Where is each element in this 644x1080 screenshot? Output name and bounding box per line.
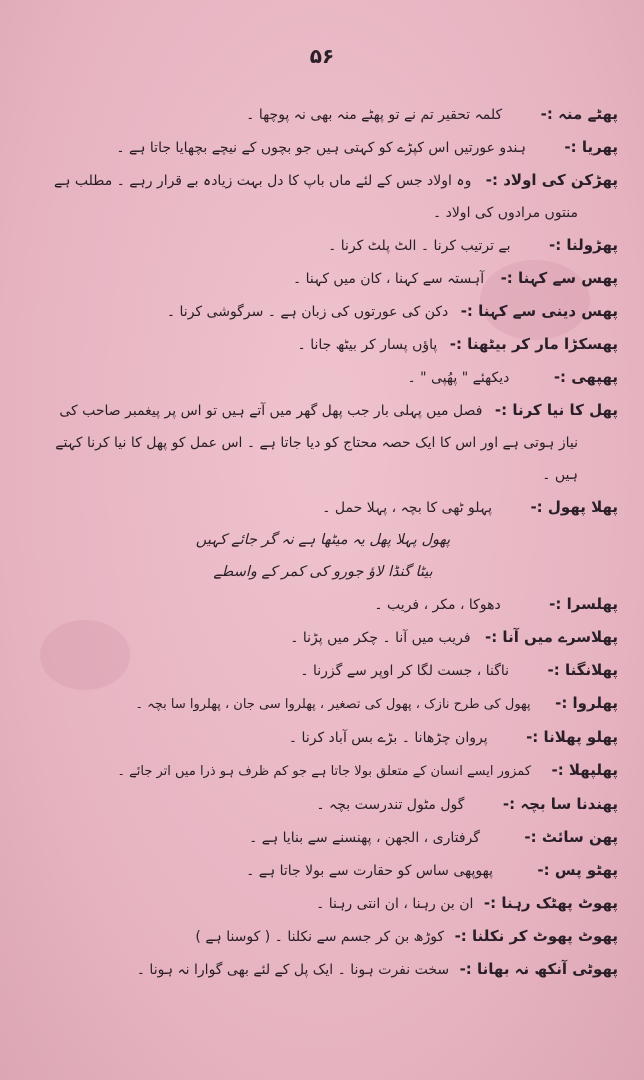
entry-term: پھٹے منہ :- <box>540 105 618 123</box>
entry <box>28 920 618 953</box>
entry-term: پھٹو پس :- <box>537 861 618 879</box>
entry-term: پھلپھلا :- <box>551 761 618 779</box>
entry <box>28 788 618 821</box>
verse-line-2: بیٹا گنڈا لاؤ جورو کی کمر کے واسطے <box>213 564 433 580</box>
entry-definition: ان بن رہنا ، ان انتی رہنا ۔ <box>316 896 474 912</box>
entry-definition: بے ترتیب کرنا ۔ الٹ پلٹ کرنا ۔ <box>328 238 511 254</box>
entry <box>28 854 618 887</box>
entry-definition: فریب میں آنا ۔ چکر میں پڑنا ۔ <box>290 630 471 646</box>
entry-definition: پھول کی طرح نازک ، پھول کی تصغیر ، پھلروا سی جان ، پھلروا سا بچہ ۔ <box>135 697 531 712</box>
entry <box>28 295 618 328</box>
entry-term: پھوٹ پھوٹ کر نکلنا :- <box>454 927 618 945</box>
entry <box>28 654 618 687</box>
entry-term: پھلروا :- <box>555 694 618 712</box>
entry-definition: دکن کی عورتوں کی زبان ہے ۔ سرگوشی کرنا ۔ <box>166 304 449 320</box>
entry <box>28 687 618 721</box>
entry <box>28 328 618 361</box>
entry <box>28 262 618 295</box>
entry-term: پھلا پھول :- <box>530 498 618 516</box>
entry-definition: ہندو عورتیں اس کپڑے کو کہتی ہیں جو بچوں کے نیچے بچھایا جاتا ہے ۔ <box>116 140 526 156</box>
entry <box>28 98 618 131</box>
entry-term: پھپھی :- <box>553 368 618 386</box>
dictionary-entries <box>28 98 618 986</box>
entry <box>28 754 618 788</box>
entry <box>28 621 618 654</box>
entry-definition: دیکھئے " پھُپی " ۔ <box>407 370 510 386</box>
entry-term: پھس دینی سے کہنا :- <box>460 302 618 320</box>
entry-term: پھڑولنا :- <box>548 236 618 254</box>
entry <box>28 164 618 197</box>
entry-definition: دھوکا ، مکر ، فریب ۔ <box>374 597 501 613</box>
entry-term: پھلسرا :- <box>549 595 618 613</box>
entry-definition: آہستہ سے کہنا ، کان میں کہنا ۔ <box>292 271 485 287</box>
entry-definition: کلمہ تحقیر تم نے تو پھٹے منہ بھی نہ پوچھا ۔ <box>246 107 503 123</box>
entry-term: پھریا :- <box>564 138 618 156</box>
entry <box>28 821 618 854</box>
entry-definition: کمزور ایسے انسان کے متعلق بولا جاتا ہے جو کم ظرف ہو ذرا میں اتر جائے ۔ <box>117 764 532 779</box>
page-number: ۵۶ <box>309 44 335 68</box>
entry-term: پھوٹ پھٹک رہنا :- <box>483 894 618 912</box>
entry <box>28 721 618 754</box>
entry <box>28 229 618 262</box>
entry <box>28 887 618 920</box>
entry-continuation: نیاز ہوتی ہے اور اس کا ایک حصہ محتاج کو دیا جاتا ہے ۔ اس عمل کو پھل کا نیا کرنا کہتے ہیں ۔ <box>55 435 578 483</box>
entry-term: پھلو پھلانا :- <box>526 728 618 746</box>
entry-definition: پہلو ٹھی کا بچہ ، پہلا حمل ۔ <box>322 500 492 516</box>
verse-line-1: پھول پہلا پھل یہ میٹھا ہے نہ گر جائے کہیں <box>195 532 451 548</box>
entry-term: پھس سے کہنا :- <box>500 269 618 287</box>
entry-term: پھڑکن کی اولاد :- <box>485 171 618 189</box>
entry-definition: پھوپھی ساس کو حقارت سے بولا جاتا ہے ۔ <box>246 863 493 879</box>
entry-definition: سخت نفرت ہونا ۔ ایک پل کے لئے بھی گوارا نہ ہونا ۔ <box>136 962 450 978</box>
entry-term: پھن سائٹ :- <box>524 828 618 846</box>
entry-definition: فصل میں پہلی بار جب پھل گھر میں آتے ہیں تو اس پر پیغمبر صاحب کی <box>59 403 483 419</box>
entry-definition: کوڑھ بن کر جسم سے نکلنا ۔ ( کوسنا ہے ) <box>195 929 445 945</box>
entry-definition: پاؤں پسار کر بیٹھ جانا ۔ <box>297 337 438 353</box>
entry <box>28 588 618 621</box>
entry-term: پھسکڑا مار کر بیٹھنا :- <box>449 335 618 353</box>
entry-definition: پروان چڑھانا ۔ بڑے بس آباد کرنا ۔ <box>288 730 488 746</box>
entry-term: پھوٹی آنکھ نہ بھانا :- <box>459 960 618 978</box>
entry <box>28 394 618 427</box>
entry-term: پھلانگنا :- <box>547 661 618 679</box>
entry-term: پھلاسرے میں آنا :- <box>484 628 618 646</box>
entry-definition: گول مٹول تندرست بچہ ۔ <box>316 797 465 813</box>
entry-term: پھندنا سا بچہ :- <box>502 795 618 813</box>
entry <box>28 361 618 394</box>
entry-continuation: منتوں مرادوں کی اولاد ۔ <box>432 205 578 221</box>
entry-definition: ناگنا ، جست لگا کر اوپر سے گزرنا ۔ <box>300 663 510 679</box>
entry <box>28 953 618 986</box>
entry <box>28 491 618 524</box>
entry <box>28 131 618 164</box>
entry-term: پھل کا نیا کرنا :- <box>494 401 618 419</box>
entry-definition: وہ اولاد جس کے لئے ماں باپ کا دل بہت زیادہ بے قرار رہے ۔ مطلب ہے <box>53 173 472 189</box>
entry-definition: گرفتاری ، الجھن ، پھنسنے سے بنایا ہے ۔ <box>249 830 480 846</box>
